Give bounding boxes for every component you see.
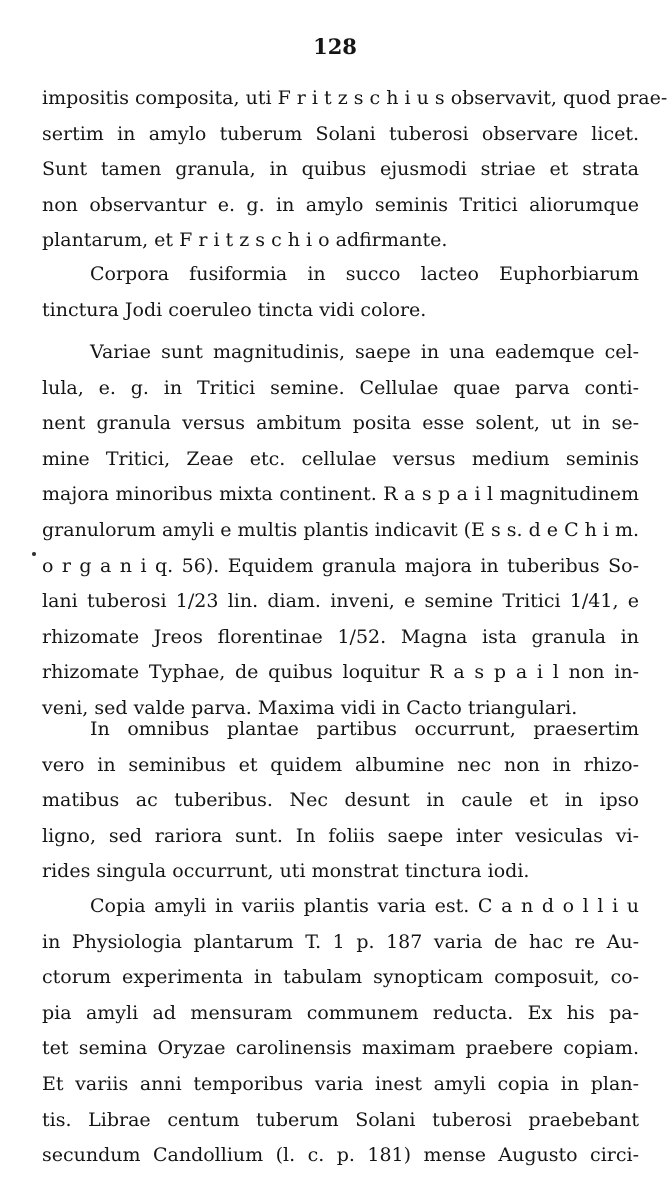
- page-number: 128: [313, 34, 357, 59]
- text-line: secundum Candollium (l. c. p. 181) mense Augusto circi-: [42, 1144, 639, 1167]
- text-line: rhizomate Typhae, de quibus loquitur R a s p a i l non in-: [42, 661, 639, 684]
- text-line: plantarum, et F r i t z s c h i o adfirmante.: [42, 229, 448, 252]
- paragraph-2: [42, 257, 639, 328]
- text-line: veni, sed valde parva. Maxima vidi in Cacto triangulari.: [42, 696, 578, 719]
- paragraph-5: [42, 889, 639, 1174]
- text-line: pia amyli ad mensuram communem reducta. Ex his pa-: [42, 1001, 639, 1024]
- text-line: impositis composita, uti F r i t z s c h i u s observavit, quod prae-: [42, 87, 668, 109]
- text-line: Sunt tamen granula, in quibus ejusmodi striae et strata: [42, 158, 639, 181]
- text-line: ligno, sed rariora sunt. In foliis saepe inter vesiculas vi-: [42, 824, 639, 847]
- text-line: In omnibus plantae partibus occurrunt, praesertim: [90, 718, 639, 740]
- text-line: matibus ac tuberibus. Nec desunt in caule et in ipso: [42, 789, 639, 812]
- text-line: o r g a n i q. 56). Equidem granula majora in tuberibus So-: [42, 554, 639, 577]
- paragraph-1: [42, 81, 668, 259]
- text-line: Variae sunt magnitudinis, saepe in una eademque cel-: [90, 341, 639, 363]
- text-line: nent granula versus ambitum posita esse solent, ut in se-: [42, 412, 639, 435]
- text-line: lula, e. g. in Tritici semine. Cellulae quae parva conti-: [42, 376, 639, 399]
- text-line: Corpora fusiformia in succo lacteo Euphorbiarum: [90, 263, 639, 285]
- text-line: rhizomate Jreos florentinae 1/52. Magna ista granula in: [42, 625, 639, 648]
- text-line: lani tuberosi 1/23 lin. diam. inveni, e semine Tritici 1/41, e: [42, 590, 639, 613]
- text-line: mine Tritici, Zeae etc. cellulae versus medium seminis: [42, 447, 639, 470]
- paragraph-3: [42, 335, 639, 727]
- text-line: ctorum experimenta in tabulam synopticam composuit, co-: [42, 966, 639, 989]
- text-line: non observantur e. g. in amylo seminis Tritici aliorumque: [42, 193, 639, 216]
- text-line: tinctura Jodi coeruleo tincta vidi colore.: [42, 298, 427, 321]
- text-line: Copia amyli in variis plantis varia est. C a n d o l l i u: [90, 895, 639, 917]
- text-line: rides singula occurrunt, uti monstrat tinctura iodi.: [42, 860, 530, 883]
- text-line: granulorum amyli e multis plantis indicavit (E s s. d e C h i m.: [42, 518, 640, 541]
- text-line: sertim in amylo tuberum Solani tuberosi observare licet.: [42, 122, 639, 145]
- text-line: Et variis anni temporibus varia inest amyli copia in plan-: [42, 1072, 639, 1095]
- text-line: in Physiologia plantarum T. 1 p. 187 varia de hac re Au-: [42, 930, 639, 953]
- text-line: majora minoribus mixta continent. R a s p a i l magnitudinem: [42, 483, 639, 506]
- text-line: tet semina Oryzae carolinensis maximam praebere copiam.: [42, 1037, 639, 1060]
- text-line: tis. Librae centum tuberum Solani tuberosi praebebant: [42, 1108, 639, 1131]
- margin-dot: [32, 552, 36, 556]
- text-line: vero in seminibus et quidem albumine nec non in rhizo-: [42, 753, 639, 776]
- paragraph-4: [42, 712, 639, 890]
